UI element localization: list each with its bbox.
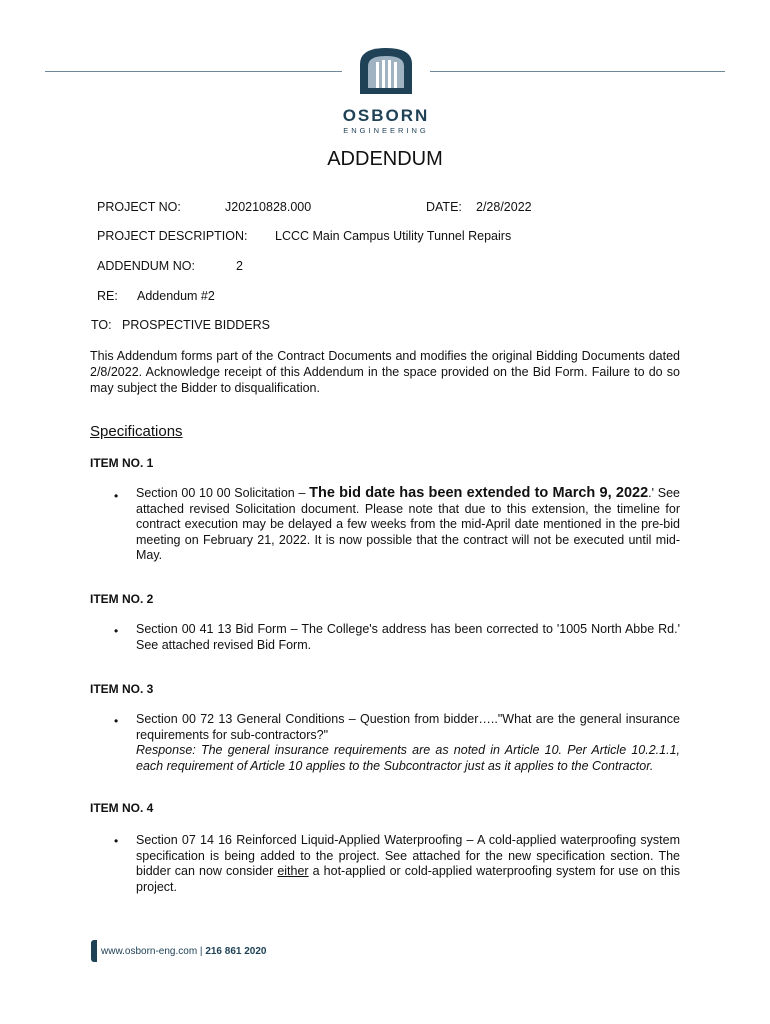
item-2-text: Section 00 41 13 Bid Form – The College's address has been corrected to '1005 North Abbe Rd.' See attached revised Bid Form. [136,622,680,652]
bullet-2: • [114,624,119,638]
bullet-3: • [114,714,119,728]
item-heading-1: ITEM NO. 1 [90,456,154,470]
header-rule-left [45,71,342,72]
footer-website: www.osborn-eng.com [101,945,198,957]
bullet-1: • [114,489,119,503]
project-description-label: PROJECT DESCRIPTION: [97,229,248,243]
date-value: 2/28/2022 [476,200,532,214]
logo-subtitle: ENGINEERING [343,126,429,135]
addendum-no-label: ADDENDUM NO: [97,259,195,273]
item-1-emphasis: The bid date has been extended to March 9, 2022 [309,485,649,501]
item-4-underlined: either [277,864,309,878]
logo-name: OSBORN [342,106,430,125]
footer-separator: | [197,945,206,957]
item-4-after: a hot-applied or cold-applied waterproofing system for use on this project. [136,864,680,894]
item-4-before: Section 07 14 16 Reinforced Liquid-Applied Waterproofing – A cold-applied waterproofing system specification is being added to the project. See attached for the new specification section. The bidder can now consider [136,833,680,878]
item-3-question: Section 00 72 13 General Conditions – Question from bidder….."What are the general insurance requirements for sub-contractors?" [136,712,680,742]
page-footer [91,940,266,962]
header-rule-right [430,71,725,72]
re-value: Addendum #2 [137,289,215,303]
osborn-logo [338,44,434,135]
item-1-lead: Section 00 10 00 Solicitation – [136,486,310,500]
item-heading-3: ITEM NO. 3 [90,682,154,696]
project-no-label: PROJECT NO: [97,200,181,214]
osborn-emblem-icon [354,44,418,100]
addendum-no-value: 2 [236,259,243,273]
project-description-value: LCCC Main Campus Utility Tunnel Repairs [275,229,512,243]
item-heading-4: ITEM NO. 4 [90,801,154,815]
re-label: RE: [97,289,118,303]
footer-brand-bar [91,940,97,962]
item-1-rest: .' See attached revised Solicitation document. Please note that due to this extension, the timeline for contract execution may be delayed a few weeks from the mid-April date mentioned in the pre-bid meeting on February 21, 2022. It is now possible that the contract will not be executed until mid-May. [136,486,680,562]
item-3-text [136,712,680,774]
section-title: Specifications [90,423,183,440]
item-4-text [136,833,680,895]
bullet-4: • [114,834,119,848]
intro-paragraph: This Addendum forms part of the Contract Documents and modifies the original Bidding Documents dated 2/8/2022. Acknowledge receipt of this Addendum in the space provided on the Bid Form. Failure to do so may subject the Bidder to disqualification. [90,349,680,395]
footer-phone: 216 861 2020 [205,945,267,957]
to-line: TO: PROSPECTIVE BIDDERS [91,318,270,332]
date-label: DATE: [426,200,462,214]
document-title: ADDENDUM [327,148,443,170]
item-3-response: Response: The general insurance requirements are as noted in Article 10. Per Article 10.2.1.1, each requirement of Article 10 applies to the Subcontractor just as it applies to the Contractor. [136,743,680,773]
item-1-text [136,486,680,564]
item-heading-2: ITEM NO. 2 [90,592,154,606]
project-no-value: J20210828.000 [225,200,312,214]
